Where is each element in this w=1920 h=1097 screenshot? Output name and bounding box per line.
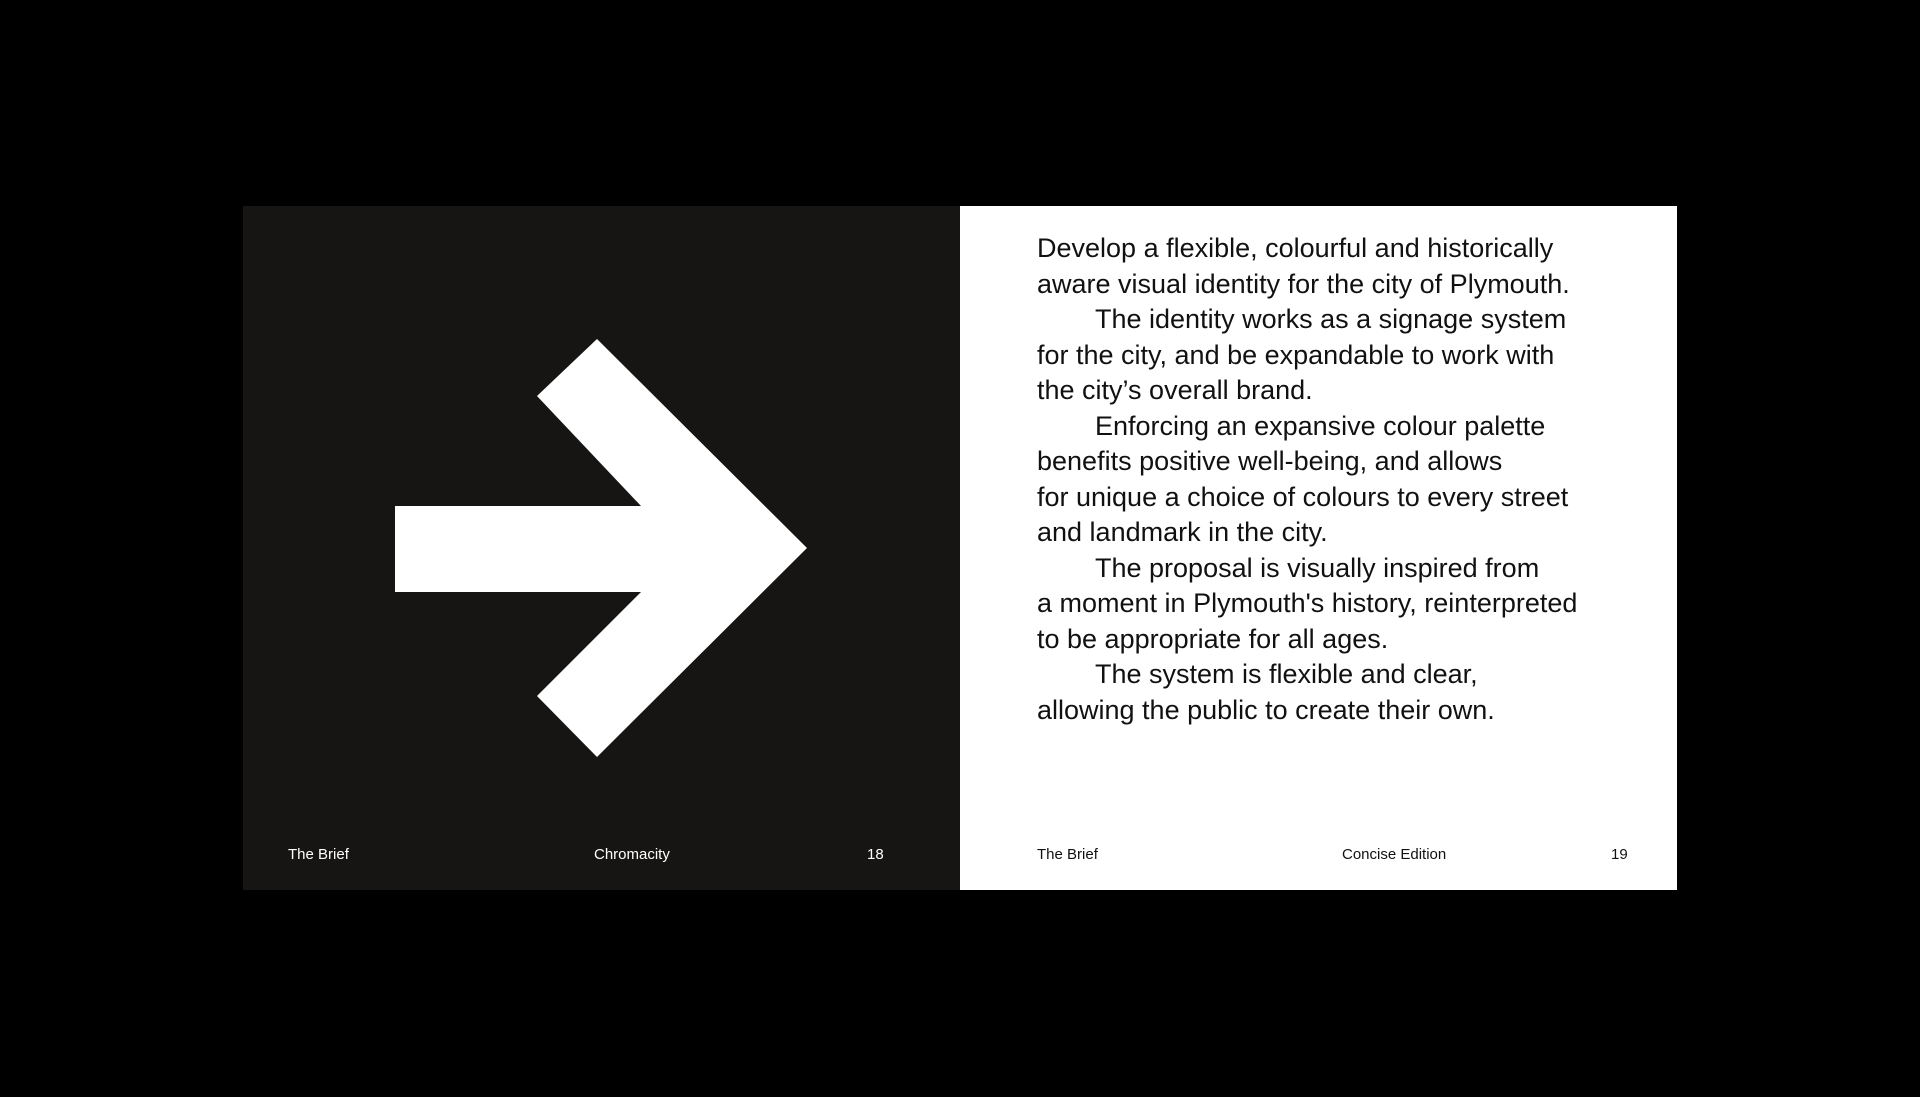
body-line: for unique a choice of colours to every street — [1037, 481, 1569, 512]
body-line: Enforcing an expansive colour palette — [1095, 410, 1546, 441]
right-page — [960, 206, 1677, 890]
body-line: Develop a flexible, colourful and historically — [1037, 233, 1554, 263]
footer-section-label: The Brief — [1037, 846, 1098, 863]
body-line: to be appropriate for all ages. — [1037, 623, 1389, 654]
body-line: The system is flexible and clear, — [1095, 659, 1478, 689]
body-line: and landmark in the city. — [1037, 517, 1328, 547]
left-page — [243, 206, 960, 890]
body-text — [1037, 231, 1637, 728]
body-line: for the city, and be expandable to work with — [1037, 339, 1555, 370]
book-spread — [243, 206, 1677, 890]
body-line: benefits positive well-being, and allows — [1037, 446, 1503, 476]
body-line: the city’s overall brand. — [1037, 375, 1313, 405]
body-line: The identity works as a signage system — [1095, 304, 1567, 334]
footer-book-title: Chromacity — [594, 846, 670, 863]
body-line: allowing the public to create their own. — [1037, 694, 1495, 725]
page-number: 18 — [867, 846, 884, 863]
body-line: a moment in Plymouth's history, reinterpreted — [1037, 588, 1578, 618]
footer-section-label: The Brief — [288, 846, 349, 863]
page-number: 19 — [1611, 846, 1628, 863]
body-line: aware visual identity for the city of Plymouth. — [1037, 268, 1570, 299]
right-arrow-icon — [243, 206, 960, 890]
body-line: The proposal is visually inspired from — [1095, 552, 1540, 583]
footer-edition-label: Concise Edition — [1342, 846, 1447, 863]
